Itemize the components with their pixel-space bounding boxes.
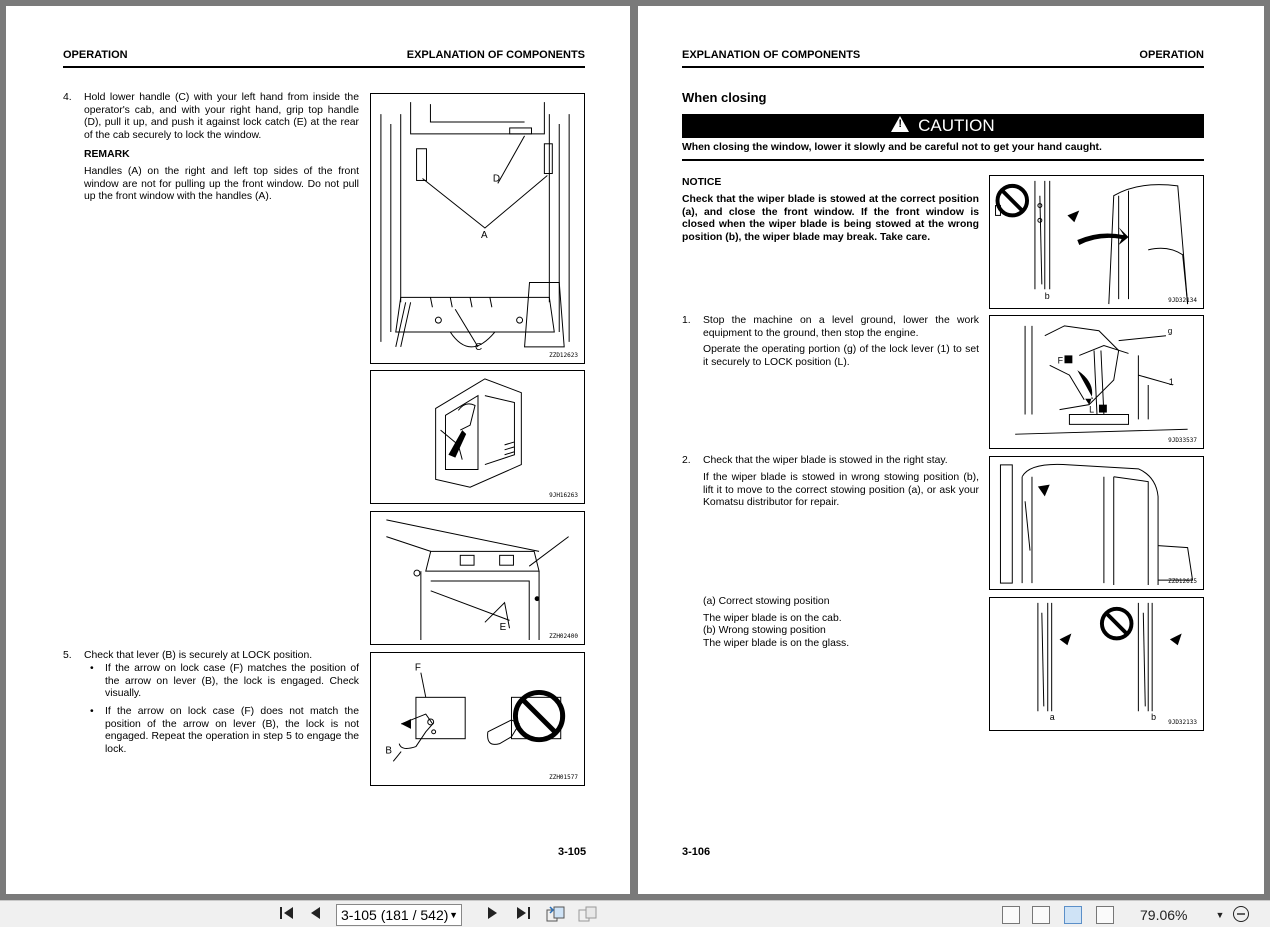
step1-subtext: Operate the operating portion (g) of the lock lever (1) to set it securely to LOCK position (L).	[703, 344, 979, 368]
label-l: L	[1089, 404, 1095, 415]
page-number: 3-105	[558, 846, 587, 858]
legend-correct-desc: The wiper blade is on the cab.	[703, 613, 842, 624]
figure-wiper-notice	[989, 175, 1204, 309]
header-rule	[682, 66, 1204, 68]
figure-wiper-stay	[989, 456, 1204, 590]
wiper-stay-drawing	[990, 457, 1203, 589]
previous-page-icon[interactable]	[306, 905, 326, 925]
label-b: B	[385, 745, 392, 757]
figure-lock-catch	[370, 511, 585, 645]
zoom-out-icon[interactable]	[1230, 905, 1252, 925]
label-d: D	[492, 173, 501, 185]
cab-exterior-drawing	[371, 371, 584, 503]
label-a: A	[480, 229, 488, 241]
right-page	[638, 6, 1264, 894]
bullet1-text: If the arrow on lock case (F) matches the position of the arrow on lever (B), the lock is engaged. Check visually.	[105, 663, 359, 700]
step-number: 2.	[682, 455, 691, 466]
label-b: b	[1044, 291, 1050, 302]
figure-lock-lever	[370, 652, 585, 786]
legend-wrong-desc: The wiper blade is on the glass.	[703, 638, 850, 649]
page-number-input[interactable]	[336, 904, 462, 926]
wiper-notice-drawing	[990, 176, 1203, 308]
first-page-icon[interactable]	[276, 905, 298, 925]
continuous-facing-view-icon[interactable]	[1096, 906, 1114, 924]
wiper-positions-drawing	[990, 598, 1203, 730]
label-a: a	[1049, 712, 1055, 723]
step5-text: Check that lever (B) is securely at LOCK position.	[84, 650, 313, 661]
label-f: F	[414, 662, 421, 674]
remark-title: REMARK	[84, 149, 130, 160]
step2-subtext: If the wiper blade is stowed in wrong stowing position (b), lift it to move to the correct stowing position (a), or ask your Komatsu distributor for repair.	[703, 472, 979, 509]
legend-correct: (a) Correct stowing position	[703, 596, 830, 607]
label-g: g	[1167, 326, 1173, 336]
last-page-icon[interactable]	[512, 905, 534, 925]
label-1: 1	[1168, 376, 1174, 387]
step-number: 5.	[63, 650, 72, 661]
label-e: E	[499, 622, 507, 634]
step4-text: Hold lower handle (C) with your left hand from inside the operator's cab, and with your right hand, grip top handle (D), pull it up, and push it against lock catch (E) at the rear of the cab securely to lock the window.	[84, 92, 359, 141]
figure-code: ZZH02400	[549, 633, 578, 640]
warning-triangle-icon	[891, 116, 909, 132]
zoom-dropdown-chevron-icon[interactable]: ▼	[1215, 910, 1225, 920]
continuous-view-icon[interactable]	[1032, 906, 1050, 924]
figure-code: ZZD12623	[549, 352, 578, 359]
lock-catch-drawing	[371, 512, 584, 644]
go-forward-view-icon[interactable]	[576, 905, 600, 925]
header-rule	[63, 66, 585, 68]
figure-code: ZZD12615	[1168, 578, 1197, 585]
next-page-icon[interactable]	[482, 905, 502, 925]
step1-text: Stop the machine on a level ground, lower the work equipment to the ground, then stop the engine.	[703, 315, 979, 339]
notice-text: Check that the wiper blade is stowed at the correct position (a), and close the front window. If the front window is closed when the wiper blade is being stowed at the wrong position (b), the wiper blade may break. Take care.	[682, 194, 979, 243]
page-number: 3-106	[682, 846, 711, 858]
figure-lock-lever-interior	[989, 315, 1204, 449]
bullet-mark: •	[90, 663, 94, 674]
step-number: 1.	[682, 315, 691, 326]
figure-code: 9JD32134	[1168, 297, 1197, 304]
legend-wrong: (b) Wrong stowing position	[703, 625, 826, 636]
figure-wiper-positions	[989, 597, 1204, 731]
label-c: C	[475, 341, 483, 353]
lock-lever-drawing	[371, 653, 584, 785]
cab-handles-drawing	[371, 94, 584, 363]
bullet2-text: If the arrow on lock case (F) does not match the position of the arrow on lever (B), the lock is not engaged. Repeat the operation in step 5 to engage the lock.	[105, 706, 359, 755]
page-number-value: 3-105 (181 / 542)	[341, 907, 449, 923]
remark-text: Handles (A) on the right and left top sides of the front window are not for pulling up the front window. Do not pull up the front window with the handles (A).	[84, 166, 359, 203]
caution-rule	[682, 159, 1204, 161]
go-back-view-icon[interactable]	[544, 905, 568, 925]
caution-banner	[682, 114, 1204, 138]
step-number: 4.	[63, 92, 72, 103]
facing-pages-view-icon[interactable]	[1064, 906, 1082, 924]
right-header-chapter: EXPLANATION OF COMPONENTS	[682, 49, 861, 61]
label-b: b	[1151, 712, 1157, 723]
figure-code: ZZH01577	[549, 774, 578, 781]
notice-title: NOTICE	[682, 177, 722, 188]
figure-cab-exterior	[370, 370, 585, 504]
label-f: F	[1057, 355, 1064, 366]
left-page	[6, 6, 630, 894]
figure-code: 9JD33537	[1168, 437, 1197, 444]
right-header-section: OPERATION	[1139, 49, 1204, 61]
single-page-view-icon[interactable]	[1002, 906, 1020, 924]
section-title: When closing	[682, 90, 767, 105]
step2-text: Check that the wiper blade is stowed in the right stay.	[703, 455, 948, 466]
chevron-down-icon[interactable]: ▼	[449, 910, 458, 920]
caution-label: CAUTION	[918, 116, 995, 135]
figure-code: 9JH16263	[549, 492, 578, 499]
left-header-chapter: EXPLANATION OF COMPONENTS	[406, 49, 585, 61]
figure-code: 9JD32133	[1168, 719, 1197, 726]
caution-text: When closing the window, lower it slowly and be careful not to get your hand caught.	[682, 142, 1102, 153]
bullet-mark: •	[90, 706, 94, 717]
zoom-level[interactable]: 79.06%	[1140, 907, 1188, 923]
figure-cab-handles	[370, 93, 585, 364]
viewer-toolbar	[0, 900, 1270, 927]
left-header-section: OPERATION	[63, 49, 128, 61]
lock-lever-interior-drawing	[990, 316, 1203, 448]
